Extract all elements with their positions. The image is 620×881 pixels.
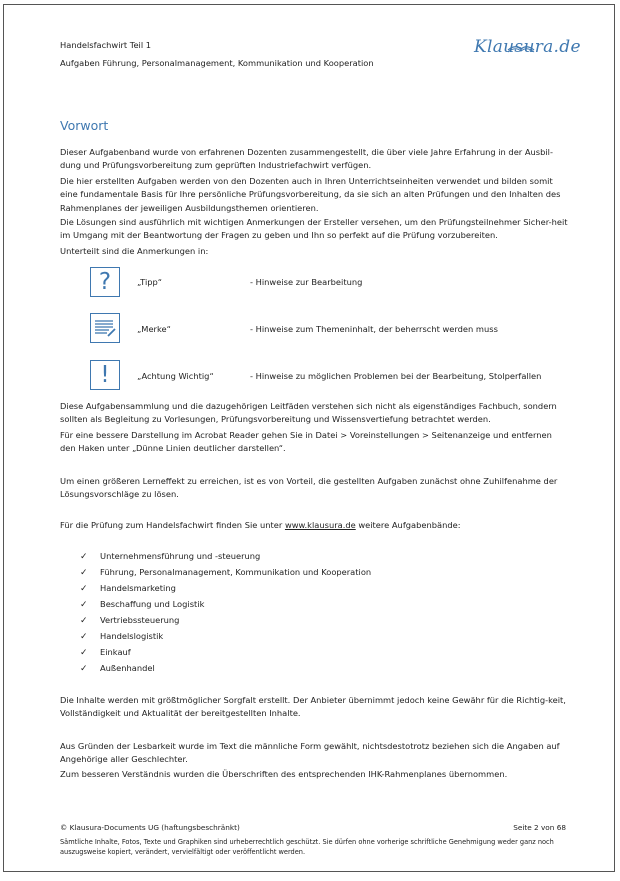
section-title: Vorwort	[60, 118, 109, 133]
note-desc-tipp: - Hinweise zur Bearbeitung	[250, 277, 363, 287]
note-label-merke: „Merke“	[137, 324, 171, 334]
paragraph: Die hier erstellten Aufgaben werden von den Dozenten auch in Ihren Unterrichtseinheiten verwendet und bilden somit eine fundamentale Basis für Ihre persönliche Prüfungsvorbereitung, da sie sich an alten Prüfungen und den Inhalten des Rahmenplanes der jeweiligen Ausbildungsthemen orientieren.	[60, 176, 561, 213]
paragraph: Unterteilt sind die Anmerkungen in:	[60, 246, 209, 256]
paragraph: Zum besseren Verständnis wurden die Überschriften des entsprechenden IHK-Rahmenplanes übernommen.	[60, 769, 508, 779]
list-item	[80, 647, 131, 658]
document-page	[3, 4, 615, 872]
checkmark-icon: ✓	[80, 600, 88, 610]
checkmark-icon: ✓	[80, 632, 88, 642]
list-item-label: Führung, Personalmanagement, Kommunikation und Kooperation	[100, 567, 372, 577]
brand-logo[interactable]: Klausura.de	[474, 37, 581, 57]
paragraph: Dieser Aufgabenband wurde von erfahrenen Dozenten zusammengestellt, die über viele Jahre Erfahrung in der Ausbil-dung und Prüfungsvorbereitung zum geprüften Industriefachwirt verfügen.	[60, 147, 553, 171]
note-desc-achtung: - Hinweise zu möglichen Problemen bei der Bearbeitung, Stolperfallen	[250, 371, 542, 381]
header-course: Handelsfachwirt Teil 1	[60, 40, 152, 50]
note-desc-merke: - Hinweise zum Themeninhalt, der beherrscht werden muss	[250, 324, 498, 334]
checkmark-icon: ✓	[80, 568, 88, 578]
exclamation-icon: !	[90, 360, 120, 390]
checkmark-icon: ✓	[80, 648, 88, 658]
klausura-link[interactable]: www.klausura.de	[284, 520, 356, 530]
list-item	[80, 583, 176, 594]
paragraph: Diese Aufgabensammlung und die dazugehörigen Leitfäden verstehen sich nicht als eigenständiges Fachbuch, sondern sollten als Begleitung zu Vorlesungen, Prüfungsvorbereitung und Wissensvertiefung betrachtet werden.	[60, 401, 557, 425]
checkmark-icon: ✓	[80, 664, 88, 674]
note-label-tipp: „Tipp“	[137, 277, 163, 287]
link-sentence	[60, 519, 568, 532]
list-item	[80, 567, 371, 578]
list-item	[80, 631, 163, 642]
list-item	[80, 551, 260, 562]
paragraph: Um einen größeren Lerneffekt zu erreichen, ist es von Vorteil, die gestellten Aufgaben zunächst ohne Zuhilfenahme der Lösungsvorschläge zu lösen.	[60, 476, 558, 500]
list-item	[80, 615, 179, 626]
document-pen-icon	[90, 313, 120, 343]
footer-notice: Sämtliche Inhalte, Fotos, Texte und Graphiken sind urheberrechtlich geschützt. Sie dürfen ohne vorherige schriftliche Genehmigung weder ganz noch auszugsweise kopiert, verändert, vervielfältigt oder veröffentlicht werden.	[60, 838, 554, 856]
footer-copyright: © Klausura-Documents UG (haftungsbeschränkt)	[60, 823, 240, 832]
note-label-achtung: „Achtung Wichtig“	[137, 371, 214, 381]
list-item-label: Handelsmarketing	[100, 583, 176, 593]
list-item	[80, 663, 155, 674]
checkmark-icon: ✓	[80, 584, 88, 594]
list-item-label: Außenhandel	[100, 663, 155, 673]
paragraph: Die Lösungen sind ausführlich mit wichtigen Anmerkungen der Ersteller versehen, um den Prüfungsteilnehmer Sicher-heit im Umgang mit der Beantwortung der Fragen zu geben und Ihn so perfekt auf die Prüfung vorzubereiten.	[60, 217, 568, 241]
checkmark-icon: ✓	[80, 616, 88, 626]
list-item-label: Einkauf	[100, 647, 131, 657]
question-mark-icon: ?	[90, 267, 120, 297]
list-item-label: Unternehmensführung und -steuerung	[100, 551, 261, 561]
link-sentence-before: Für die Prüfung zum Handelsfachwirt finden Sie unter	[60, 520, 285, 530]
paragraph: Für eine bessere Darstellung im Acrobat Reader gehen Sie in Datei > Voreinstellungen > Seitenanzeige und entfernen den Haken unter „Dünne Linien deutlicher darstellen“.	[60, 430, 552, 454]
paragraph: Aus Gründen der Lesbarkeit wurde im Text die männliche Form gewählt, nichtsdestotrotz beziehen sich die Angaben auf Angehörige aller Geschlechter.	[60, 741, 560, 765]
page-number: Seite 2 von 68	[513, 823, 566, 832]
list-item-label: Handelslogistik	[100, 631, 164, 641]
list-item	[80, 599, 204, 610]
checkmark-icon: ✓	[80, 552, 88, 562]
link-sentence-after: weitere Aufgabenbände:	[355, 520, 461, 530]
list-item-label: Beschaffung und Logistik	[100, 599, 205, 609]
header-subject: Aufgaben Führung, Personalmanagement, Kommunikation und Kooperation	[60, 58, 374, 68]
paragraph: Die Inhalte werden mit größtmöglicher Sorgfalt erstellt. Der Anbieter übernimmt jedoch keine Gewähr für die Richtig-keit, Vollständigkeit und Aktualität der bereitgestellten Inhalte.	[60, 695, 566, 719]
list-item-label: Vertriebssteuerung	[100, 615, 180, 625]
